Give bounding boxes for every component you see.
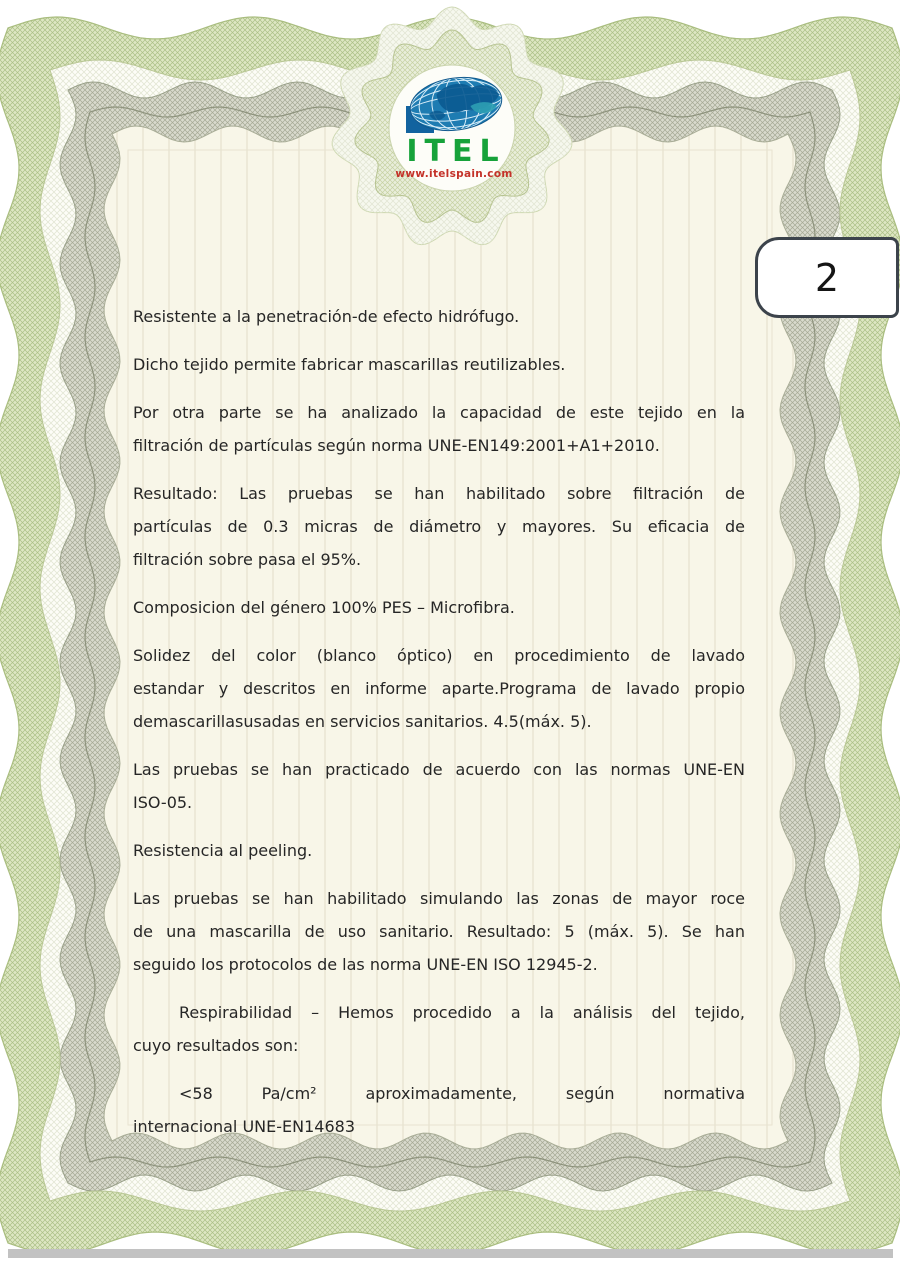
- text-line: Composicion del género 100% PES – Microfibra.: [133, 598, 515, 617]
- text-line: ISO-05.: [133, 793, 193, 812]
- paragraph: [133, 477, 745, 576]
- text-line: Resistencia al peeling.: [133, 841, 313, 860]
- page-number: 2: [814, 255, 840, 300]
- page-number-box: [755, 237, 899, 318]
- text-line: Respirabilidad – Hemos procedido a la análisis del tejido,: [179, 1003, 745, 1022]
- text-line: filtración de partículas según norma UNE-EN149:2001+A1+2010.: [133, 436, 660, 455]
- paragraph: [133, 834, 745, 867]
- text-line: Resultado: Las pruebas se han habilitado sobre filtración de: [133, 484, 745, 503]
- paragraph: [133, 591, 745, 624]
- text-line: de una mascarilla de uso sanitario. Resultado: 5 (máx. 5). Se han: [133, 922, 745, 941]
- paragraph: [133, 1077, 745, 1143]
- text-line: filtración sobre pasa el 95%.: [133, 550, 362, 569]
- text-line: Solidez del color (blanco óptico) en procedimiento de lavado: [133, 646, 745, 665]
- logo-website: www.itelspain.com: [395, 168, 513, 180]
- paragraph: [133, 396, 745, 462]
- text-line: seguido los protocolos de las norma UNE-EN ISO 12945-2.: [133, 955, 598, 974]
- document-text: [133, 300, 745, 1158]
- text-line: cuyo resultados son:: [133, 1036, 299, 1055]
- paragraph: [133, 300, 745, 333]
- text-line: estandar y descritos en informe aparte.Programa de lavado propio: [133, 679, 745, 698]
- paragraph: [133, 753, 745, 819]
- text-line: Dicho tejido permite fabricar mascarillas reutilizables.: [133, 355, 566, 374]
- text-line: Las pruebas se han habilitado simulando las zonas de mayor roce: [133, 889, 745, 908]
- text-line: Resistente a la penetración-de efecto hidrófugo.: [133, 307, 520, 326]
- page-gap-bar: [8, 1249, 893, 1258]
- text-line: Las pruebas se han practicado de acuerdo con las normas UNE-EN: [133, 760, 745, 779]
- text-line: internacional UNE-EN14683: [133, 1117, 355, 1136]
- paragraph: [133, 348, 745, 381]
- logo-title: ITEL: [406, 134, 506, 169]
- text-line: Por otra parte se ha analizado la capacidad de este tejido en la: [133, 403, 745, 422]
- text-line: partículas de 0.3 micras de diámetro y mayores. Su eficacia de: [133, 517, 745, 536]
- paragraph: [133, 639, 745, 738]
- text-line: demascarillasusadas en servicios sanitarios. 4.5(máx. 5).: [133, 712, 592, 731]
- paragraph: [133, 996, 745, 1062]
- paragraph: [133, 882, 745, 981]
- text-line: <58 Pa/cm² aproximadamente, según normativa: [179, 1084, 745, 1103]
